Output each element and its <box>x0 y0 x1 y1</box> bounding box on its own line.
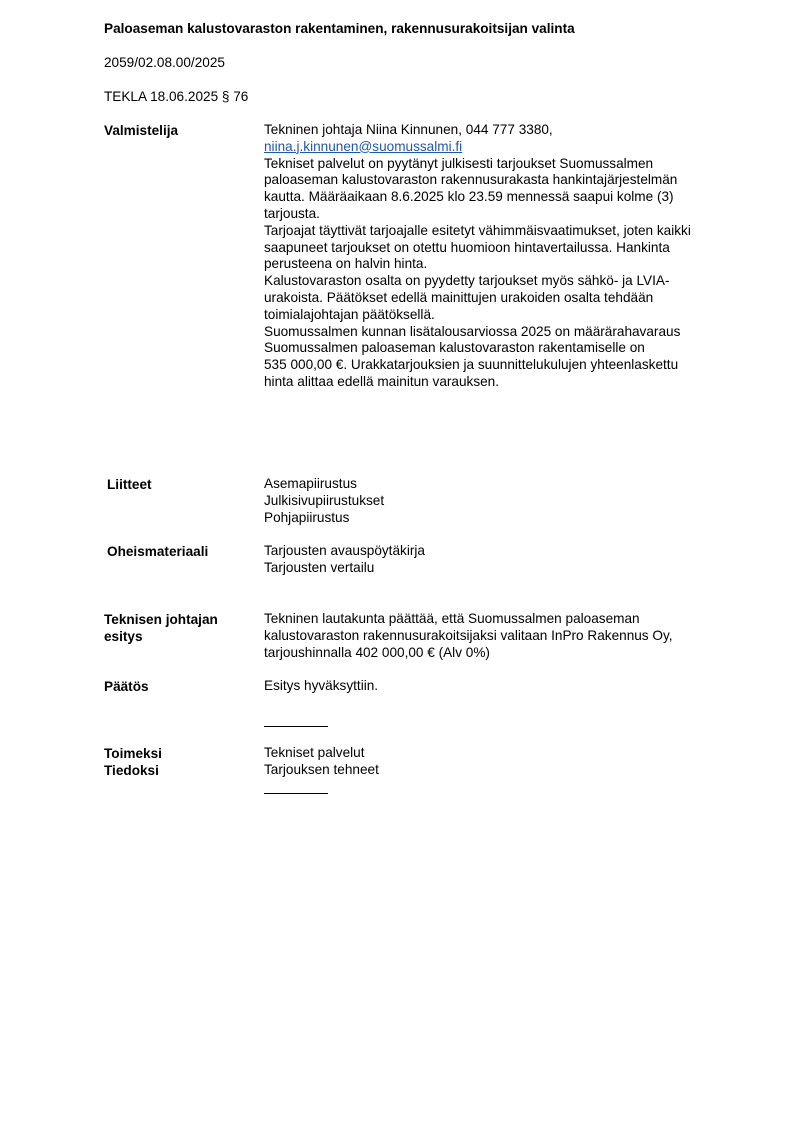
esitys-label-line: esitys <box>104 629 143 644</box>
esitys-content <box>264 611 732 661</box>
liitteet-label: Liitteet <box>107 477 152 492</box>
paragraph-line: paloaseman kalustovaraston rakennusurakasta hankintajärjestelmän <box>264 172 678 188</box>
paragraph-line: kautta. Määräaikaan 8.6.2025 klo 23.59 mennessä saapui kolme (3) <box>264 189 674 205</box>
valmistelija-paragraph-3 <box>264 273 732 323</box>
paragraph-line: Tekniset palvelut on pyytänyt julkisesti tarjoukset Suomussalmen <box>264 155 654 171</box>
paragraph-line: Suomussalmen paloaseman kalustovaraston rakentamiselle on <box>264 340 645 356</box>
paatos-text: Esitys hyväksyttiin. <box>264 678 379 693</box>
toimeksi-value: Tekniset palvelut <box>264 745 365 760</box>
paragraph-line: Tarjoajat täyttivät tarjoajalle esitetyt vähimmäisvaatimukset, joten kaikki <box>264 222 691 238</box>
paragraph-line: 535 000,00 €. Urakkatarjouksien ja suunnittelukulujen yhteenlaskettu <box>264 357 679 373</box>
esitys-label <box>104 611 218 645</box>
paragraph-line: hinta alittaa edellä mainitun varauksen. <box>264 373 500 389</box>
valmistelija-contact: Tekninen johtaja Niina Kinnunen, 044 777 3380, <box>264 122 553 137</box>
oheismateriaali-list <box>264 543 732 577</box>
proposal-line: kalustovaraston rakennusurakoitsijaksi valitaan InPro Rakennus Oy, <box>264 627 673 643</box>
separator-rule <box>264 726 328 727</box>
paragraph-line: tarjousta. <box>264 205 320 221</box>
attachment-item: Julkisivupiirustukset <box>264 492 385 508</box>
paragraph-line: Suomussalmen kunnan lisätalousarviossa 2025 on määrärahavaraus <box>264 323 681 339</box>
oheismateriaali-label: Oheismateriaali <box>107 544 209 559</box>
valmistelija-paragraph-1 <box>264 156 732 223</box>
paatos-label: Päätös <box>104 679 149 694</box>
paragraph-line: urakoista. Päätökset edellä mainittujen urakoiden osalta tehdään <box>264 289 654 305</box>
proposal-line: Tekninen lautakunta päättää, että Suomussalmen paloaseman <box>264 611 640 626</box>
liitteet-list <box>264 476 732 526</box>
valmistelija-paragraph-2 <box>264 223 732 273</box>
tiedoksi-label: Tiedoksi <box>104 763 159 778</box>
tiedoksi-value: Tarjouksen tehneet <box>264 762 379 777</box>
paragraph-line: toimialajohtajan päätöksellä. <box>264 306 435 322</box>
proposal-line: tarjoushinnalla 402 000,00 € (Alv 0%) <box>264 644 490 660</box>
paragraph-line: Kalustovaraston osalta on pyydetty tarjoukset myös sähkö- ja LVIA- <box>264 273 670 289</box>
valmistelija-paragraph-4 <box>264 324 732 391</box>
supplementary-item: Tarjousten vertailu <box>264 559 375 575</box>
paragraph-line: perusteena on halvin hinta. <box>264 256 428 272</box>
toimeksi-label: Toimeksi <box>104 746 162 761</box>
valmistelija-label: Valmistelija <box>104 123 179 138</box>
meeting-reference: TEKLA 18.06.2025 § 76 <box>104 89 249 104</box>
separator-rule <box>264 793 328 794</box>
paragraph-line: saapuneet tarjoukset on otettu huomioon hintavertailussa. Hankinta <box>264 239 670 255</box>
attachment-item: Pohjapiirustus <box>264 509 350 525</box>
document-title: Paloaseman kalustovaraston rakentaminen, rakennusurakoitsijan valinta <box>104 21 575 36</box>
attachment-item: Asemapiirustus <box>264 476 357 491</box>
diary-number: 2059/02.08.00/2025 <box>104 55 225 70</box>
esitys-label-line: Teknisen johtajan <box>104 612 218 627</box>
valmistelija-email-link[interactable]: niina.j.kinnunen@suomussalmi.fi <box>264 138 463 154</box>
supplementary-item: Tarjousten avauspöytäkirja <box>264 543 425 558</box>
valmistelija-content <box>264 122 732 391</box>
